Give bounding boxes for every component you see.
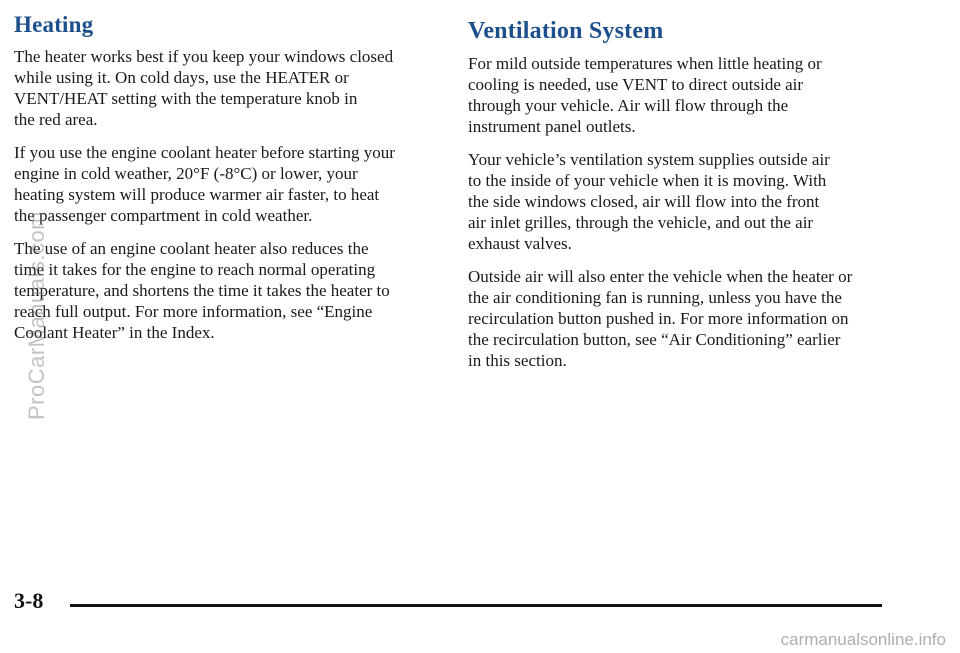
ventilation-paragraph-3: Outside air will also enter the vehicle when the heater or the air conditioning fan is running, unless you have the recirculation button pushed in. For more information on the recirculation button, see “Air Conditioning” earlier in this section. (468, 267, 853, 370)
side-watermark: ProCarManuals.com (24, 210, 49, 420)
ventilation-heading: Ventilation System (468, 18, 664, 44)
heating-heading: Heating (14, 12, 94, 37)
footer-watermark: carmanualsonline.info (780, 630, 946, 649)
heating-paragraph-2: If you use the engine coolant heater before starting your engine in cold weather, 20°F (-8°C) or lower, your heating system will produce warmer air faster, to heat the passenger compartment in cold weather. (14, 143, 395, 225)
ventilation-section (468, 12, 888, 383)
heating-paragraph-1: The heater works best if you keep your windows closed while using it. On cold days, use the HEATER or VENT/HEAT setting with the temperature knob in the red area. (14, 47, 394, 129)
heating-section (14, 12, 434, 355)
ventilation-paragraph-1: For mild outside temperatures when little heating or cooling is needed, use VENT to direct outside air through your vehicle. Air will flow through the instrument panel outlets. (468, 54, 822, 136)
footer-rule (70, 604, 882, 607)
heating-paragraph-3: The use of an engine coolant heater also reduces the time it takes for the engine to reach normal operating temperature, and shortens the time it takes the heater to reach full output. For more information, see “Engine Coolant Heater” in the Index. (14, 239, 390, 342)
page-number: 3-8 (14, 588, 44, 613)
ventilation-paragraph-2: Your vehicle’s ventilation system supplies outside air to the inside of your vehicle when it is moving. With the side windows closed, air will flow into the front air inlet grilles, through the vehicle, and out the air exhaust valves. (468, 150, 830, 253)
